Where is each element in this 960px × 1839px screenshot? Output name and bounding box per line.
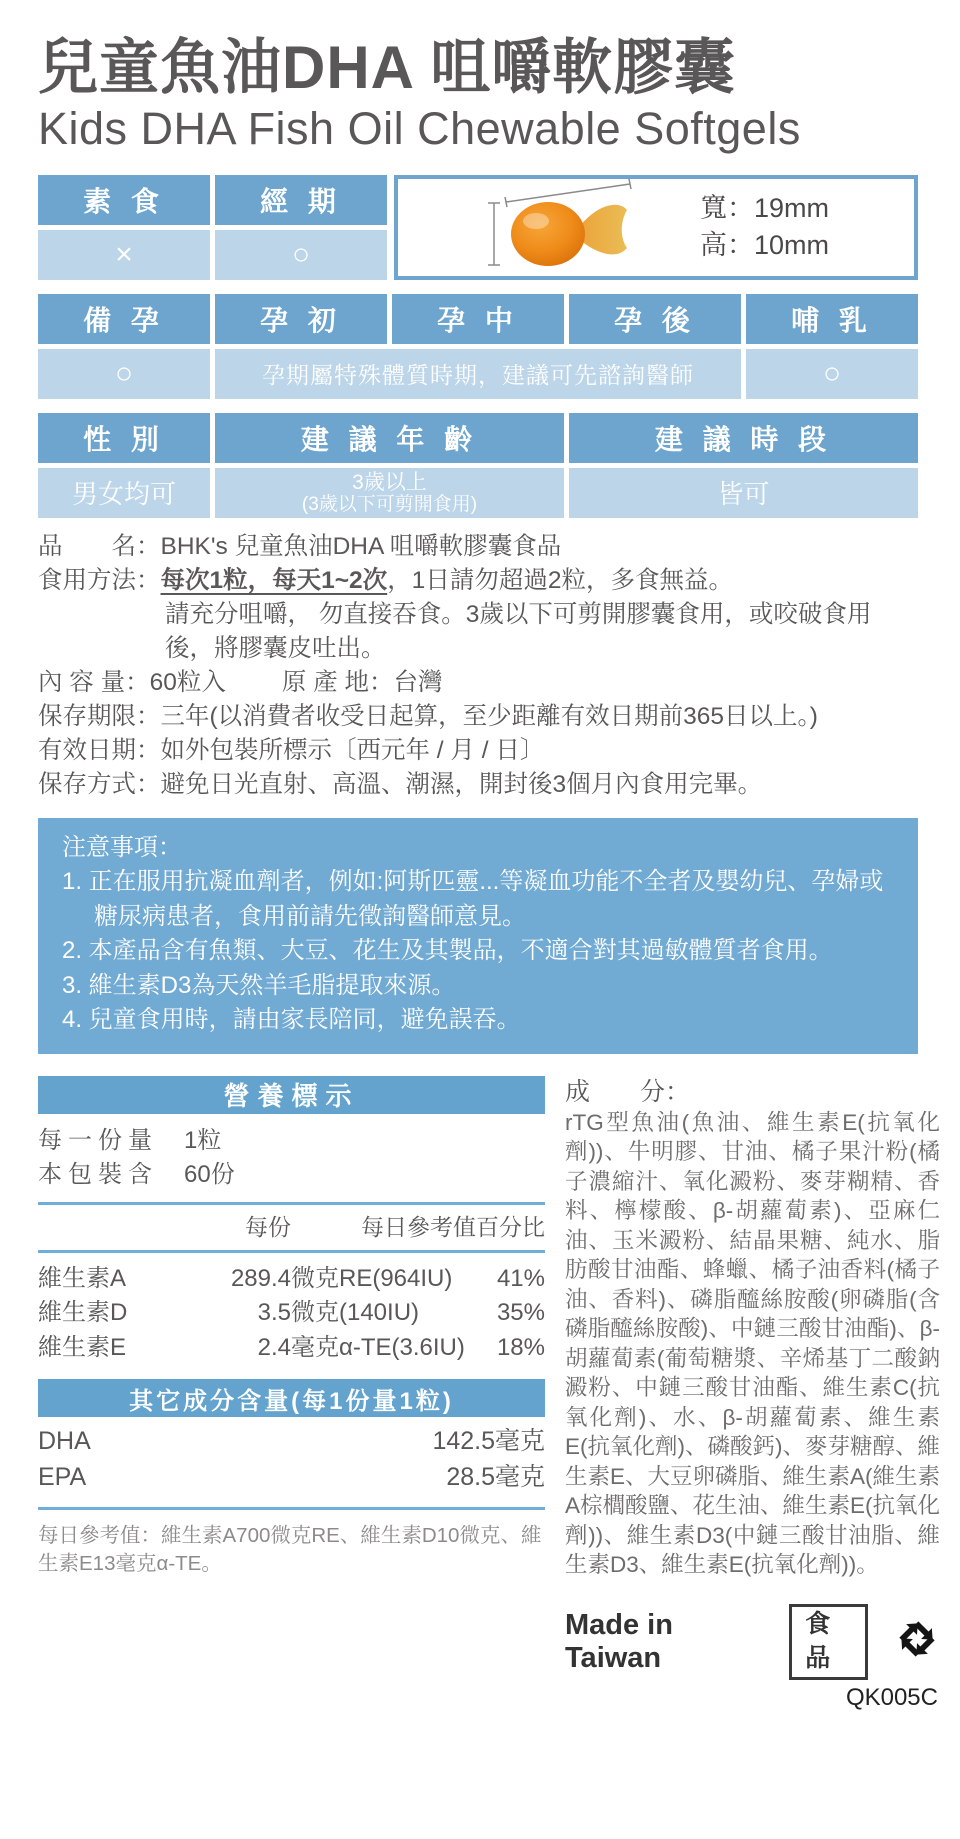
storage-line [38,768,940,802]
nutrition-title-bar: 營養標示 [38,1076,545,1114]
pregnancy-note: 孕期屬特殊體質時期，建議可先諮詢醫師 [215,349,741,399]
nutrient-daily-pct: 35% [496,1299,545,1327]
nutrition-panel [38,1076,545,1579]
header-vegetarian: 素 食 [38,175,210,225]
nutrient-name: 維生素E [38,1333,127,1361]
nutrient-name: 維生素D [38,1299,128,1327]
capsule-dimensions [700,190,829,264]
servings-per-package-label: 本包裝含 [38,1160,158,1188]
header-menstruation: 經 期 [215,175,387,225]
value-recommended-age [215,468,564,518]
product-info-block [38,530,940,802]
expiry-line [38,734,940,768]
other-value: 142.5毫克 [432,1427,545,1456]
usage-line [38,564,940,598]
age-line-2: (3歲以下可剪開食用) [301,494,478,516]
header-preparing-pregnancy: 備 孕 [38,294,210,344]
capsule-height-label: 高：10mm [700,230,830,261]
other-row-epa [38,1459,545,1495]
page-subtitle: Kids DHA Fish Oil Chewable Softgels [38,103,801,155]
usage-line-2: 請充分咀嚼， 勿直接吞食。3歲以下可剪開膠囊食用，或咬破食用 [165,600,872,628]
nutrient-row-vitamin-a [38,1262,545,1297]
divider [38,1250,545,1253]
product-code: QK005C [845,1683,938,1711]
other-value: 28.5毫克 [446,1463,545,1492]
product-name-value: BHK's 兒童魚油DHA 咀嚼軟膠囊食品 [160,532,562,560]
suitability-table-3 [38,413,918,518]
per-serving-header: 每份 [245,1213,291,1240]
header-gender: 性 別 [38,413,210,463]
shelf-label: 保存期限： [38,702,161,730]
notice-title: 注意事項： [62,833,182,861]
suitability-table-1 [38,175,918,280]
fish-capsule-image [398,176,694,278]
shelf-value: 三年(以消費者收受日起算，至少距離有效日期前365日以上。) [160,702,818,730]
divider [38,1202,545,1205]
serving-size-value: 1粒 [184,1126,222,1154]
storage-label: 保存方式： [38,770,161,798]
nutrient-amount: 3.5 [257,1299,291,1327]
nutrient-daily-pct: 18% [496,1333,545,1361]
serving-size-label: 每一份量 [38,1126,158,1154]
other-name: EPA [38,1463,87,1492]
storage-value: 避免日光直射、高溫、潮濕，開封後3個月內食用完畢。 [160,770,763,798]
header-late-pregnancy: 孕 後 [569,294,741,344]
page-title: 兒童魚油DHA 咀嚼軟膠囊 [38,34,736,101]
origin-value: 台灣 [393,668,443,696]
bottom-columns [38,1076,940,1712]
usage-dose: 每次1粒，每天1~2次 [160,566,388,594]
other-name: DHA [38,1427,91,1456]
usage-rest: ，1日請勿超過2粒，多食無益。 [387,566,733,594]
value-breastfeeding: ○ [746,349,918,399]
header-recommended-age: 建 議 年 齡 [215,413,564,463]
value-recommended-time: 皆可 [569,468,918,518]
value-preparing-pregnancy: ○ [38,349,210,399]
age-line-1: 3歲以上 [352,470,427,494]
value-menstruation: ○ [215,230,387,280]
shelf-life-line [38,700,940,734]
capsule-width-label: 寬：19mm [700,193,830,224]
food-badge: 食品 [789,1604,868,1680]
ingredients-label: 成 分： [565,1077,691,1106]
divider [38,1507,545,1510]
servings-per-package-row [38,1160,545,1190]
nutrient-row-vitamin-e [38,1331,545,1366]
product-name-line [38,530,940,564]
header-breastfeeding: 哺 乳 [746,294,918,344]
notice-item-1: 1. 正在服用抗凝血劑者，例如:阿斯匹靈...等凝血功能不全者及嬰幼兒、孕婦或糖尿病患者，食用前請先徵詢醫師意見。 [62,868,884,930]
capsule-size-box [394,175,918,280]
nutrient-row-vitamin-d [38,1296,545,1331]
expiry-value: 如外包裝所標示〔西元年 / 月 / 日〕 [160,736,545,764]
origin-label: 原 產 地： [281,668,394,696]
value-gender: 男女均可 [38,468,210,518]
notice-item-4: 4. 兒童食用時，請由家長陪同，避免誤吞。 [62,1006,521,1034]
daily-value-header: 每日參考值百分比 [361,1213,545,1240]
daily-value-footnote: 每日參考值：維生素A700微克RE、維生素D10微克、維生素E13毫克α-TE。 [38,1524,542,1576]
nutrition-column-headers [38,1213,545,1241]
nutrient-unit: 微克(140IU) [291,1299,420,1327]
nutrient-amount: 289.4 [230,1264,291,1292]
usage-line-3: 後，將膠囊皮吐出。 [165,634,386,662]
nutrient-amount: 2.4 [257,1333,291,1361]
content-value: 60粒入 [149,668,226,696]
notice-item-3: 3. 維生素D3為天然羊毛脂提取來源。 [62,971,456,999]
ingredients-panel [565,1076,940,1712]
notice-item-2: 2. 本產品含有魚類、大豆、花生及其製品，不適合對其過敏體質者食用。 [62,937,833,965]
product-name-label: 品 名： [38,532,161,560]
content-origin-line [38,666,940,700]
content-label: 內 容 量： [38,668,150,696]
serving-size-row [38,1126,545,1156]
suitability-table-2 [38,294,918,399]
other-row-dha [38,1423,545,1459]
value-vegetarian: × [38,230,210,280]
header-recommended-time: 建 議 時 段 [569,413,918,463]
nutrient-unit: 微克RE(964IU) [291,1264,453,1292]
nutrient-unit: 毫克α-TE(3.6IU) [291,1333,465,1361]
made-in-taiwan-label: Made in Taiwan [565,1608,673,1674]
usage-label: 食用方法： [38,566,161,594]
footer-row [565,1604,940,1680]
suitability-table-1-grid [38,175,387,280]
other-ingredients-title-bar: 其它成分含量(每1份量1粒) [38,1379,545,1417]
servings-per-package-value: 60份 [184,1160,235,1188]
expiry-label: 有效日期： [38,736,161,764]
nutrient-name: 維生素A [38,1264,127,1292]
nutrient-daily-pct: 41% [496,1264,545,1292]
ingredients-text: rTG型魚油(魚油、維生素E(抗氧化劑))、牛明膠、甘油、橘子果汁粉(橘子濃縮汁、氧化澱粉、麥芽糊精、香料、檸檬酸、β-胡蘿蔔素)、亞麻仁油、玉米澱粉、結晶果糖、純水、脂肪酸甘油酯、蜂蠟、橘子油香料(橘子油、香料)、磷脂醯絲胺酸(卵磷脂(含磷脂醯絲胺酸)、中鏈三酸甘油酯)、β-胡蘿蔔素(葡萄糖漿、辛烯基丁二酸鈉澱粉、中鏈三酸甘油酯、維生素C(抗氧化劑)、水、β-胡蘿蔔素、維生素E(抗氧化劑)、磷酸鈣)、麥芽糖醇、維生素E、大豆卵磷脂、維生素A(維生素A棕櫚酸鹽、花生油、維生素E(抗氧化劑))、維生素D3(中鏈三酸甘油脂、維生素D3、維生素E(抗氧化劑))。 [565,1109,941,1578]
header-early-pregnancy: 孕 初 [215,294,387,344]
header-mid-pregnancy: 孕 中 [392,294,564,344]
notice-box [38,818,918,1054]
recycle-icon [894,1616,940,1667]
